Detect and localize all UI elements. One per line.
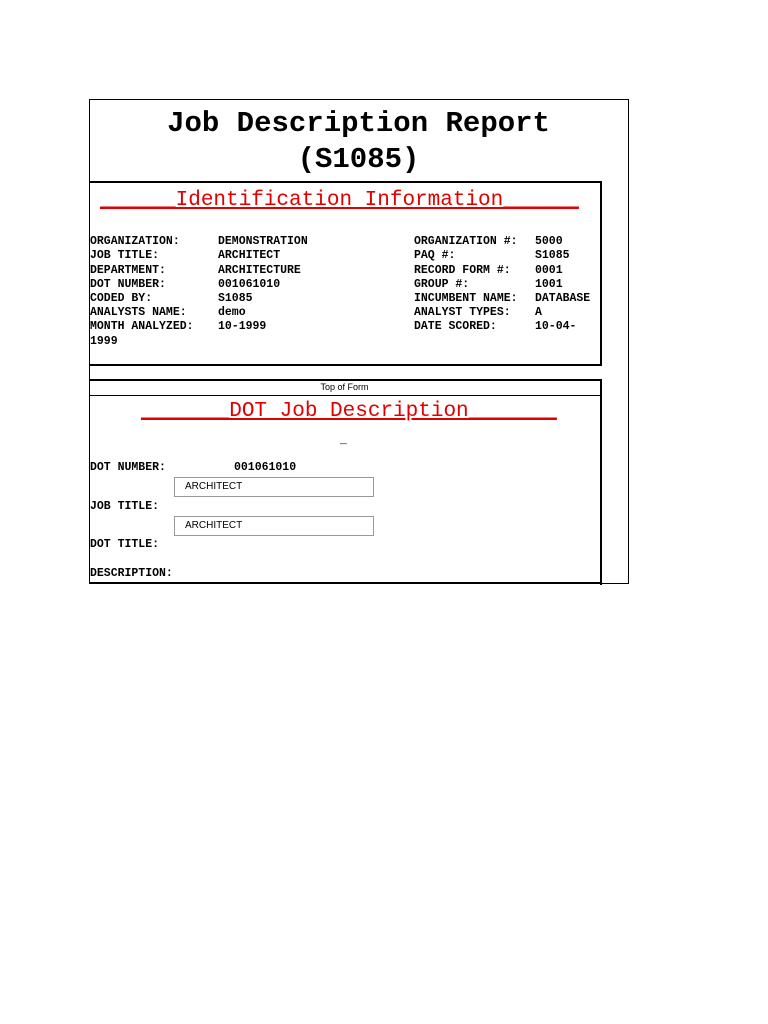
report-title: [90, 106, 627, 178]
dot-number-value: 001061010: [218, 278, 281, 291]
dot-job-description-heading: _______DOT Job Description_______: [141, 400, 557, 423]
form-description-label: DESCRIPTION:: [90, 567, 173, 580]
top-of-form-label: Top of Form: [320, 382, 369, 392]
month-analyzed-label: MONTH ANALYZED:: [90, 320, 194, 333]
incumbent-name-value: DATABASE: [535, 292, 591, 305]
org-label: ORGANIZATION:: [90, 235, 180, 248]
analysts-name-label: ANALYSTS NAME:: [90, 306, 187, 319]
paq-value: S1085: [535, 249, 570, 262]
record-form-label: RECORD FORM #:: [414, 264, 511, 277]
form-dot-number-value: 001061010: [234, 461, 297, 474]
org-value: DEMONSTRATION: [218, 235, 308, 248]
job-title-field[interactable]: ARCHITECT: [174, 477, 374, 497]
top-of-form-divider: [89, 395, 600, 396]
month-analyzed-value: 10-1999: [218, 320, 267, 333]
report-title-line1: Job Description Report: [167, 107, 550, 140]
date-scored-value: 10-04-: [535, 320, 577, 333]
date-scored-wrap: 1999: [90, 335, 118, 348]
incumbent-name-label: INCUMBENT NAME:: [414, 292, 518, 305]
analyst-types-value: A: [535, 306, 542, 319]
identification-heading: ______Identification Information______: [100, 189, 579, 212]
form-dot-title-label: DOT TITLE:: [90, 538, 160, 551]
paq-label: PAQ #:: [414, 249, 456, 262]
record-form-value: 0001: [535, 264, 563, 277]
form-bottom-border: [89, 582, 602, 584]
dash-mark: _: [340, 434, 347, 447]
analyst-types-label: ANALYST TYPES:: [414, 306, 511, 319]
coded-by-label: CODED BY:: [90, 292, 153, 305]
job-title-value: ARCHITECT: [218, 249, 281, 262]
job-title-label: JOB TITLE:: [90, 249, 160, 262]
department-label: DEPARTMENT:: [90, 264, 166, 277]
dot-number-label: DOT NUMBER:: [90, 278, 166, 291]
org-number-label: ORGANIZATION #:: [414, 235, 518, 248]
org-number-value: 5000: [535, 235, 563, 248]
department-value: ARCHITECTURE: [218, 264, 301, 277]
dot-title-field[interactable]: ARCHITECT: [174, 516, 374, 536]
form-dot-number-label: DOT NUMBER:: [90, 461, 166, 474]
form-job-title-label: JOB TITLE:: [90, 500, 160, 513]
date-scored-label: DATE SCORED:: [414, 320, 497, 333]
analysts-name-value: demo: [218, 306, 246, 319]
coded-by-value: S1085: [218, 292, 253, 305]
group-value: 1001: [535, 278, 563, 291]
report-title-line2: (S1085): [297, 143, 420, 176]
group-label: GROUP #:: [414, 278, 470, 291]
